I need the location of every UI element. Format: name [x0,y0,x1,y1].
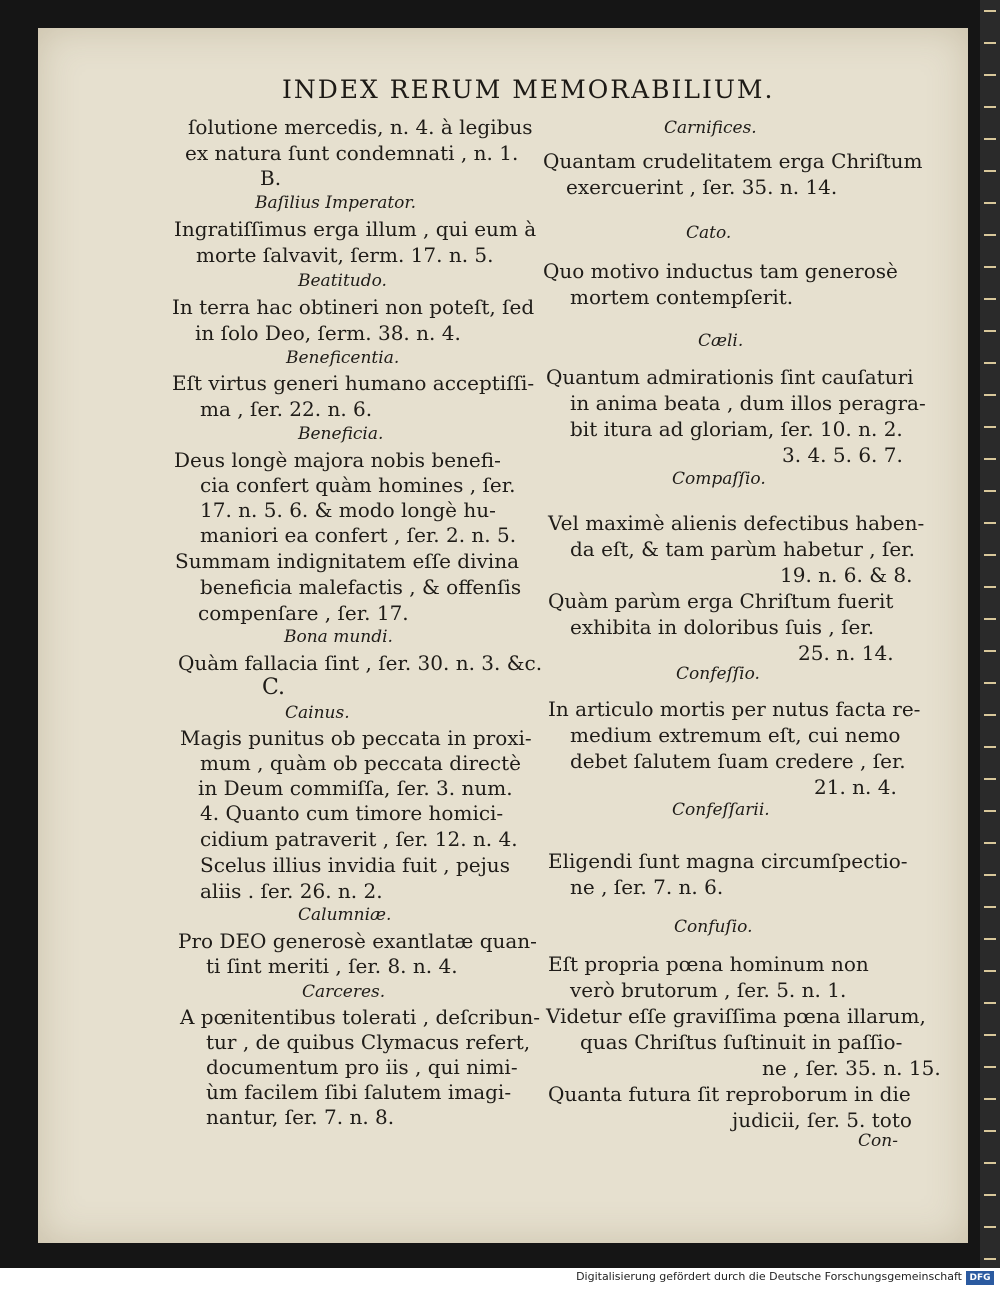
ruler-tick [984,1258,996,1260]
ruler-tick [984,42,996,44]
right-entry-line: bit itura ad gloriam, ſer. 10. n. 2. [570,417,903,441]
right-entry-heading: Confuſio. [674,917,753,937]
ruler-tick [984,938,996,940]
left-entry-heading: Beneficia. [298,424,384,444]
right-entry-line: quas Chriſtus ſuſtinuit in paſſio- [580,1030,903,1054]
left-entry-line: nantur, ſer. 7. n. 8. [206,1105,395,1129]
ruler-tick [984,1226,996,1228]
left-entry-line: tur , de quibus Clymacus refert, [206,1030,531,1054]
right-entry-heading: Con- [858,1131,898,1151]
ruler-tick [984,554,996,556]
left-entry-heading: Baſilius Imperator. [255,193,417,213]
right-entry-line: Quantam crudelitatem erga Chriſtum [543,149,923,173]
left-entry-line: Quàm fallacia ſint , ſer. 30. n. 3. &c. [178,651,543,675]
right-entry-line: da eſt, & tam parùm habetur , ſer. [570,537,915,561]
left-entry-line: ex natura ſunt condemnati , n. 1. [185,141,519,165]
ruler-tick [984,810,996,812]
left-entry-line: ùm facilem ſibi ſalutem imagi- [206,1080,512,1104]
right-entry-heading: Cato. [686,223,732,243]
ruler-tick [984,714,996,716]
ruler-tick [984,202,996,204]
ruler-tick [984,522,996,524]
left-entry-line: Summam indignitatem eſſe divina [175,549,520,573]
right-entry-line: exhibita in doloribus ſuis , ſer. [570,615,875,639]
right-entry-line: verò brutorum , ſer. 5. n. 1. [570,978,847,1002]
left-entry-line: documentum pro iis , qui nimi- [206,1055,518,1079]
page-header: INDEX RERUM MEMORABILIUM. [282,75,775,104]
left-entry-line: in Deum commiſſa, ſer. 3. num. [198,776,513,800]
left-entry-line: Pro DEO generosè exantlatæ quan- [178,929,537,953]
left-entry-heading: Bona mundi. [284,627,393,647]
left-entry-line: Magis punitus ob peccata in proxi- [180,726,532,750]
left-entry-line: A pœnitentibus tolerati , deſcribun- [180,1005,540,1029]
ruler-tick [984,1162,996,1164]
ruler-tick [984,10,996,12]
ruler-tick [984,1194,996,1196]
left-entry-line: in ſolo Deo, ſerm. 38. n. 4. [195,321,461,345]
right-entry-line: debet ſalutem ſuam credere , ſer. [570,749,906,773]
ruler-tick [984,842,996,844]
right-entry-line: exercuerint , ſer. 35. n. 14. [566,175,838,199]
ruler-tick [984,618,996,620]
ruler-tick [984,874,996,876]
ruler-tick [984,170,996,172]
ruler-tick [984,458,996,460]
ruler-tick [984,74,996,76]
ruler-tick [984,746,996,748]
ruler-tick [984,906,996,908]
dfg-logo: DFG [966,1271,994,1285]
scan-ruler [980,0,1000,1268]
left-entry-line: C. [262,675,286,700]
right-entry-heading: Confeſſio. [676,664,760,684]
right-entry-line: 19. n. 6. & 8. [780,563,913,587]
right-entry-line: 21. n. 4. [814,775,897,799]
left-entry-heading: Calumniæ. [298,905,392,925]
ruler-tick [984,970,996,972]
left-entry-line: Eſt virtus generi humano acceptiſſi- [172,371,535,395]
ruler-tick [984,1002,996,1004]
left-entry-line: ſolutione mercedis, n. 4. à legibus [188,115,533,139]
ruler-tick [984,298,996,300]
ruler-tick [984,1130,996,1132]
left-entry-line: Scelus illius invidia fuit , pejus [200,853,510,877]
left-entry-line: 17. n. 5. 6. & modo longè hu- [200,498,496,522]
ruler-tick [984,330,996,332]
right-entry-line: judicii, ſer. 5. toto [732,1108,912,1132]
right-entry-line: Videtur eſſe graviſſima pœna illarum, [546,1004,926,1028]
right-entry-line: Quanta futura ſit reproborum in die [548,1082,911,1106]
right-entry-heading: Carnifices. [664,118,757,138]
right-entry-line: 3. 4. 5. 6. 7. [782,443,903,467]
ruler-tick [984,682,996,684]
ruler-tick [984,490,996,492]
right-entry-line: Vel maximè alienis defectibus haben- [548,511,925,535]
right-entry-heading: Cæli. [698,331,744,351]
ruler-tick [984,234,996,236]
left-entry-heading: Carceres. [302,982,386,1002]
right-entry-line: mortem contempſerit. [570,285,794,309]
left-entry-line: aliis . ſer. 26. n. 2. [200,879,383,903]
ruler-tick [984,394,996,396]
right-entry-heading: Confeſſarii. [672,800,770,820]
left-entry-line: cia confert quàm homines , ſer. [200,473,516,497]
ruler-tick [984,778,996,780]
right-entry-heading: Compaſſio. [672,469,766,489]
ruler-tick [984,650,996,652]
left-entry-line: Deus longè majora nobis benefi- [174,448,501,472]
right-entry-line: in anima beata , dum illos peragra- [570,391,926,415]
left-entry-heading: Beneficentia. [286,348,400,368]
left-entry-line: Ingratiſſimus erga illum , qui eum à [174,217,537,241]
ruler-tick [984,266,996,268]
right-entry-line: Quo motivo inductus tam generosè [543,259,898,283]
ruler-tick [984,1098,996,1100]
left-entry-line: mum , quàm ob peccata directè [200,751,521,775]
ruler-tick [984,1066,996,1068]
left-entry-line: 4. Quanto cum timore homici- [200,801,504,825]
right-entry-line: medium extremum eſt, cui nemo [570,723,901,747]
left-entry-line: B. [260,166,282,190]
left-entry-line: maniori ea confert , ſer. 2. n. 5. [200,523,517,547]
ruler-tick [984,138,996,140]
ruler-tick [984,106,996,108]
ruler-tick [984,586,996,588]
left-entry-line: ma , ſer. 22. n. 6. [200,397,373,421]
ruler-tick [984,426,996,428]
right-entry-line: ne , ſer. 7. n. 6. [570,875,724,899]
left-entry-line: beneficia malefactis , & offenſis [200,575,522,599]
right-entry-line: 25. n. 14. [798,641,894,665]
left-entry-heading: Cainus. [285,703,350,723]
footer-bar [0,1268,1000,1289]
ruler-tick [984,362,996,364]
footer-credit: Digitalisierung gefördert durch die Deutsche Forschungsgemeinschaft [576,1270,962,1283]
left-entry-line: compenſare , ſer. 17. [198,601,409,625]
right-entry-line: Quàm parùm erga Chriſtum fuerit [548,589,894,613]
right-entry-line: Eſt propria pœna hominum non [548,952,869,976]
right-entry-line: In articulo mortis per nutus facta re- [548,697,921,721]
ruler-tick [984,1034,996,1036]
right-entry-line: Quantum admirationis ſint cauſaturi [546,365,914,389]
right-entry-line: Eligendi ſunt magna circumſpectio- [548,849,908,873]
left-entry-line: In terra hac obtineri non poteſt, ſed [172,295,535,319]
left-entry-line: morte ſalvavit, ſerm. 17. n. 5. [196,243,494,267]
left-entry-line: ti ſint meriti , ſer. 8. n. 4. [206,954,458,978]
left-entry-line: cidium patraverit , ſer. 12. n. 4. [200,827,518,851]
left-entry-heading: Beatitudo. [298,271,387,291]
right-entry-line: ne , ſer. 35. n. 15. [762,1056,941,1080]
